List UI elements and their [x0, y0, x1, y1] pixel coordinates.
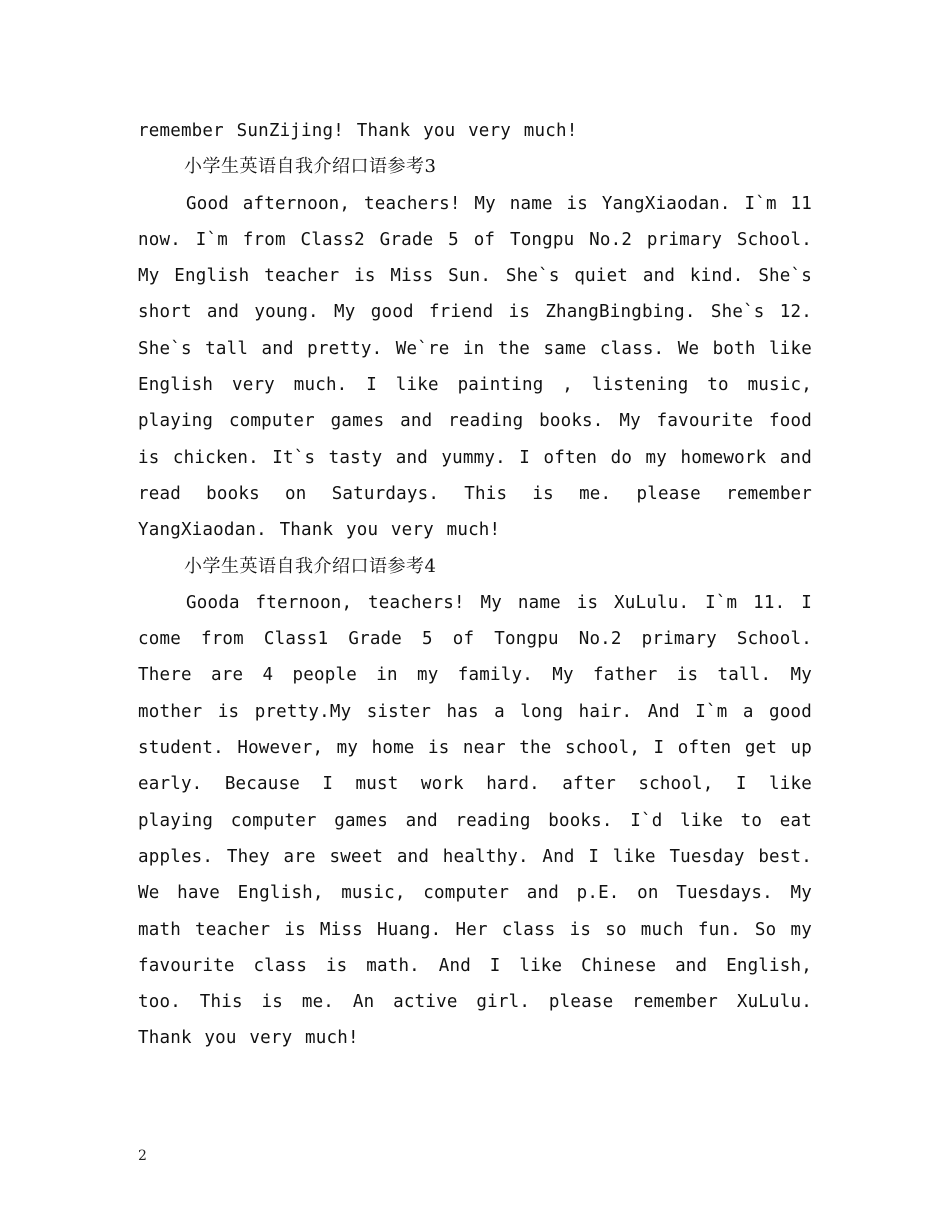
section-3-paragraph: Good afternoon, teachers! My name is YangXiaodan. I`m 11 now. I`m from Class2 Grade 5 of Tongpu No.2 primary School. My English teacher is Miss Sun. She`s quiet and kind. She`s short and young. My good friend is ZhangBingbing. She`s 12. She`s tall and pretty. We`re in the same class. We both like English very much. I like painting , listening to music, playing computer games and reading books. My favourite food is chicken. It`s tasty and yummy. I often do my homework and read books on Saturdays. This is me. please remember YangXiaodan. Thank you very much!: [138, 193, 812, 541]
section-4-paragraph: Gooda fternoon, teachers! My name is XuLulu. I`m 11. I come from Class1 Grade 5 of Tongpu No.2 primary School. There are 4 people in my family. My father is tall. My mother is pretty.My sister has a long hair. And I`m a good student. However, my home is near the school, I often get up early. Because I must work hard. after school, I like playing computer games and reading books. I`d like to eat apples. They are sweet and healthy. And I like Tuesday best. We have English, music, computer and p.E. on Tuesdays. My math teacher is Miss Huang. Her class is so much fun. So my favourite class is math. And I like Chinese and English, too. This is me. An active girl. please remember XuLulu. Thank you very much!: [138, 592, 812, 1049]
page-number: 2: [138, 1148, 147, 1164]
section-4-heading: 小学生英语自我介绍口语参考4: [184, 555, 437, 577]
document-body: [138, 113, 812, 1057]
section-3-heading: 小学生英语自我介绍口语参考3: [184, 156, 437, 178]
continuation-paragraph: remember SunZijing! Thank you very much!: [138, 121, 578, 141]
